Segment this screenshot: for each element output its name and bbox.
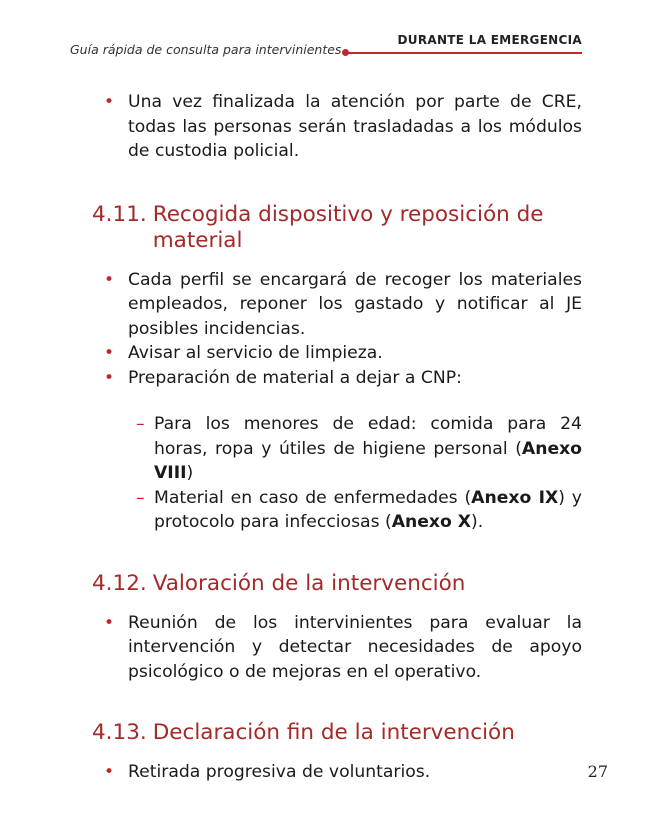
section-4-13-bullet-list <box>92 760 582 785</box>
bullet-icon: • <box>104 367 115 388</box>
running-title: Guía rápida de consulta para intervinientes <box>70 42 342 57</box>
section-title: Valoración de la intervención <box>152 570 466 596</box>
dash-icon: – <box>136 487 145 508</box>
page-number: 27 <box>587 762 608 781</box>
bullet-text: Preparación de material a dejar a CNP: <box>128 367 462 388</box>
bullet-text: Avisar al servicio de limpieza. <box>128 343 383 363</box>
list-item <box>92 268 582 342</box>
bullet-text: Cada perfil se encargará de recoger los materiales empleados, reponer los gastado y notificar al JE posibles incidencias. <box>128 269 582 339</box>
section-number: 4.13. <box>92 720 147 745</box>
section-title: Declaración fin de la intervención <box>152 720 515 745</box>
sub-item-text: ) y protocolo para infecciosas ( <box>154 487 582 532</box>
dash-icon: – <box>136 414 145 434</box>
sub-list-item <box>136 486 582 535</box>
bullet-text: Reunión de los intervinientes para evaluar la intervención y detectar necesidades de apoyo psicológico o de mejoras en el operativo. <box>128 612 582 682</box>
list-item <box>92 611 582 685</box>
section-heading-4-13 <box>92 720 582 746</box>
section-4-12-bullet-list <box>92 611 582 685</box>
header-rule <box>346 52 582 54</box>
section-number: 4.11. <box>92 201 147 227</box>
sub-list-item <box>136 412 582 486</box>
bullet-icon: • <box>104 762 115 782</box>
list-item <box>92 760 582 785</box>
sub-item-text: ) <box>186 463 194 483</box>
section-4-11-bullet-list <box>92 268 582 391</box>
section-title: Recogida dispositivo y reposición de material <box>152 201 544 253</box>
list-item <box>92 90 582 164</box>
page-content <box>92 90 582 785</box>
annex-reference: Anexo X <box>391 512 472 532</box>
bullet-text: Una vez finalizada la atención por parte de CRE, todas las personas serán trasladadas a los módulos de custodia policial. <box>128 92 582 161</box>
sub-item-text: Para los menores de edad: comida para 24 horas, ropa y útiles de higiene personal ( <box>154 414 582 459</box>
section-label: DURANTE LA EMERGENCIA <box>397 33 582 47</box>
list-item <box>92 366 582 391</box>
intro-bullet-list <box>92 90 582 164</box>
bullet-icon: • <box>104 612 115 633</box>
list-item <box>92 341 582 366</box>
annex-reference: Anexo IX <box>471 487 559 508</box>
bullet-icon: • <box>104 343 115 363</box>
sub-item-text: Material en caso de enfermedades ( <box>154 487 472 508</box>
bullet-text: Retirada progresiva de voluntarios. <box>128 762 431 782</box>
annex-reference: Anexo VIII <box>154 438 582 483</box>
section-number: 4.12. <box>92 570 147 596</box>
section-heading-4-11 <box>92 202 582 254</box>
bullet-icon: • <box>104 92 115 112</box>
sub-item-text: ). <box>471 512 484 532</box>
section-heading-4-12 <box>92 571 582 597</box>
bullet-icon: • <box>104 269 115 290</box>
material-sub-list <box>92 412 582 535</box>
